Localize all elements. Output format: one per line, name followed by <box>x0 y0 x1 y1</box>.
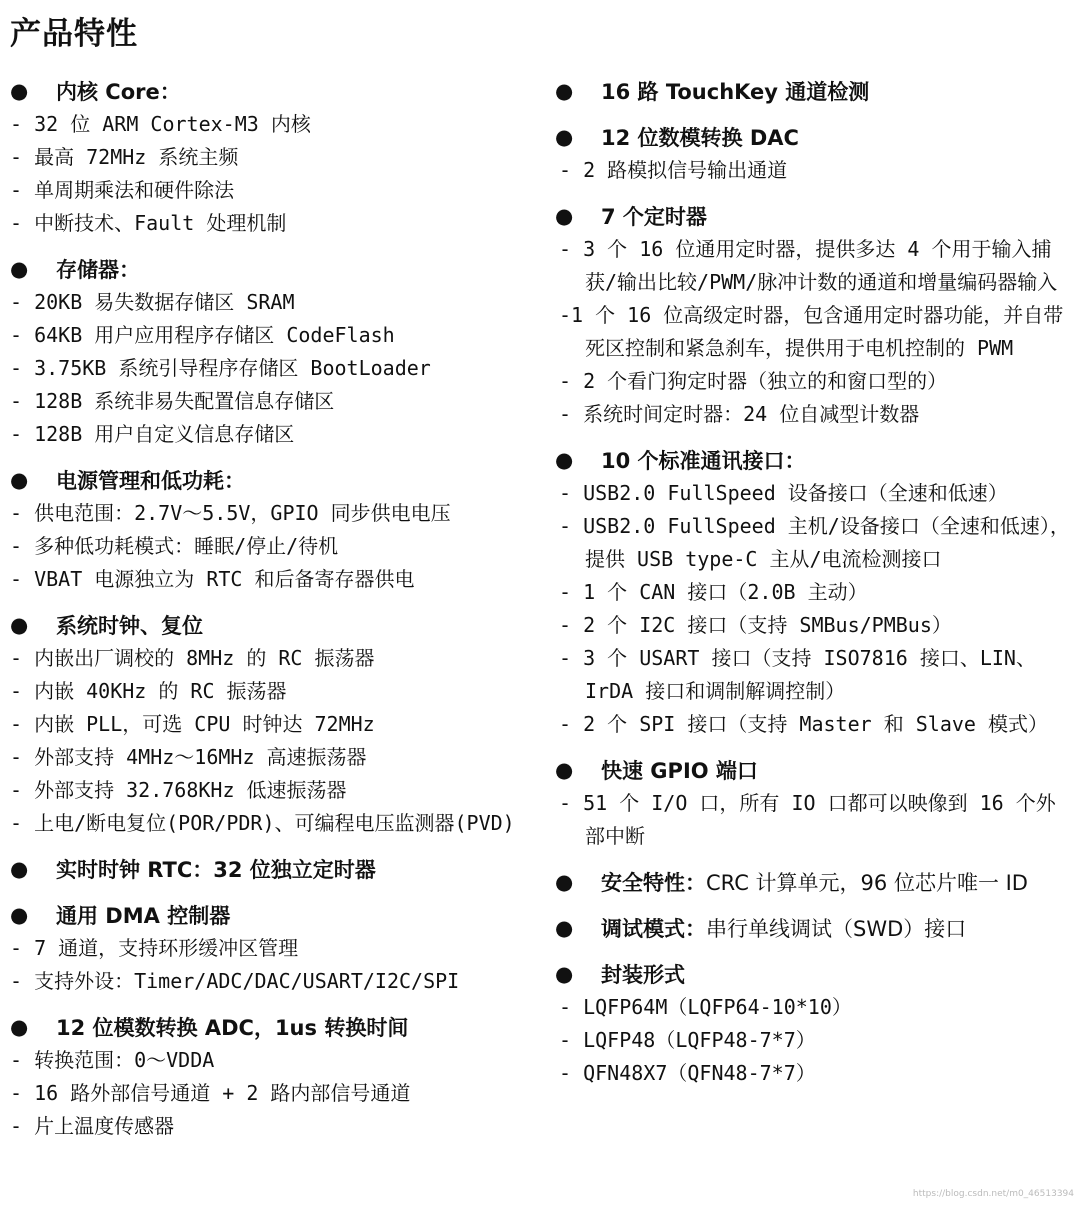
section-title: 12 位模数转换 ADC，1us 转换时间 <box>56 1016 409 1040</box>
section-heading <box>10 852 530 886</box>
feature-item: - 51 个 I/O 口，所有 IO 口都可以映像到 16 个外部中断 <box>559 791 1056 848</box>
feature-item: - 3.75KB 系统引导程序存储区 BootLoader <box>10 356 431 380</box>
section-title: 调试模式： <box>601 917 706 941</box>
feature-item: - USB2.0 FullSpeed 主机/设备接口（全速和低速），提供 USB type-C 主从/电流检测接口 <box>559 514 1070 571</box>
feature-item: - 3 个 16 位通用定时器，提供多达 4 个用于输入捕获/输出比较/PWM/脉冲计数的通道和增量编码器输入 <box>559 237 1058 294</box>
feature-item: - 1 个 CAN 接口（2.0B 主动） <box>559 580 868 604</box>
feature-item: - 内嵌 40KHz 的 RC 振荡器 <box>10 679 287 703</box>
section-heading <box>555 957 1070 991</box>
feature-item: - 内嵌 PLL，可选 CPU 时钟达 72MHz <box>10 712 375 736</box>
feature-item: - LQFP64M（LQFP64-10*10） <box>559 995 852 1019</box>
feature-item: - 7 通道，支持环形缓冲区管理 <box>10 936 299 960</box>
left-column <box>10 70 530 1143</box>
right-column <box>555 70 1070 1090</box>
bullet-icon: ● <box>10 468 29 492</box>
bullet-icon: ● <box>10 79 29 103</box>
bullet-icon: ● <box>555 870 574 894</box>
bullet-icon: ● <box>555 916 574 940</box>
feature-section <box>10 1010 530 1143</box>
section-heading <box>555 865 1070 899</box>
bullet-icon: ● <box>555 448 574 472</box>
feature-section <box>10 608 530 840</box>
feature-item: - 2 个看门狗定时器（独立的和窗口型的） <box>559 369 948 393</box>
section-title: 安全特性： <box>601 871 706 895</box>
bullet-icon: ● <box>10 613 29 637</box>
section-heading <box>10 463 530 497</box>
section-title: 电源管理和低功耗： <box>56 469 245 493</box>
section-title: 7 个定时器 <box>601 205 707 229</box>
feature-item: - 供电范围：2.7V～5.5V，GPIO 同步供电电压 <box>10 501 451 525</box>
section-heading <box>555 120 1070 154</box>
feature-item: - 32 位 ARM Cortex-M3 内核 <box>10 112 311 136</box>
section-heading <box>10 252 530 286</box>
feature-item: - 128B 系统非易失配置信息存储区 <box>10 389 335 413</box>
feature-item: - 128B 用户自定义信息存储区 <box>10 422 295 446</box>
section-heading <box>555 74 1070 108</box>
section-title: 10 个标准通讯接口： <box>601 449 806 473</box>
section-title: 实时时钟 RTC：32 位独立定时器 <box>56 858 376 882</box>
section-title: 16 路 TouchKey 通道检测 <box>601 80 870 104</box>
feature-section <box>10 852 530 886</box>
feature-item: - 16 路外部信号通道 + 2 路内部信号通道 <box>10 1081 411 1105</box>
section-title: 12 位数模转换 DAC <box>601 126 799 150</box>
feature-item: - USB2.0 FullSpeed 设备接口（全速和低速） <box>559 481 1008 505</box>
feature-item: - 中断技术、Fault 处理机制 <box>10 211 287 235</box>
feature-item: - 64KB 用户应用程序存储区 CodeFlash <box>10 323 395 347</box>
feature-item: - 最高 72MHz 系统主频 <box>10 145 239 169</box>
feature-section <box>555 199 1070 431</box>
section-description: 串行单线调试（SWD）接口 <box>706 917 967 941</box>
feature-item: -1 个 16 位高级定时器，包含通用定时器功能，并自带死区控制和紧急刹车，提供用于电机控制的 PWM <box>559 303 1064 360</box>
section-title: 存储器： <box>56 258 140 282</box>
watermark: https://blog.csdn.net/m0_46513394 <box>912 1189 1074 1199</box>
bullet-icon: ● <box>10 1015 29 1039</box>
bullet-icon: ● <box>10 903 29 927</box>
section-heading <box>555 199 1070 233</box>
section-title: 快速 GPIO 端口 <box>601 759 758 783</box>
feature-item: - 外部支持 32.768KHz 低速振荡器 <box>10 778 347 802</box>
bullet-icon: ● <box>555 125 574 149</box>
section-title: 系统时钟、复位 <box>56 614 203 638</box>
feature-section <box>10 252 530 451</box>
section-description: CRC 计算单元，96 位芯片唯一 ID <box>706 871 1028 895</box>
feature-section <box>555 911 1070 945</box>
section-heading <box>10 74 530 108</box>
bullet-icon: ● <box>555 204 574 228</box>
feature-item: - QFN48X7（QFN48-7*7） <box>559 1061 816 1085</box>
feature-item: - 内嵌出厂调校的 8MHz 的 RC 振荡器 <box>10 646 375 670</box>
feature-section <box>10 74 530 240</box>
feature-item: - 多种低功耗模式：睡眠/停止/待机 <box>10 534 339 558</box>
feature-section <box>555 753 1070 853</box>
feature-section <box>10 463 530 596</box>
feature-item: - 片上温度传感器 <box>10 1114 175 1138</box>
page-title: 产品特性 <box>10 16 138 52</box>
section-heading <box>10 1010 530 1044</box>
bullet-icon: ● <box>555 79 574 103</box>
feature-section <box>555 865 1070 899</box>
feature-item: - 系统时间定时器：24 位自减型计数器 <box>559 402 920 426</box>
feature-section <box>555 74 1070 108</box>
feature-item: - 转换范围：0～VDDA <box>10 1048 215 1072</box>
bullet-icon: ● <box>555 962 574 986</box>
section-heading <box>555 443 1070 477</box>
feature-item: - 外部支持 4MHz～16MHz 高速振荡器 <box>10 745 367 769</box>
bullet-icon: ● <box>10 857 29 881</box>
section-title: 封装形式 <box>601 963 685 987</box>
feature-item: - 2 个 I2C 接口（支持 SMBus/PMBus） <box>559 613 952 637</box>
section-heading <box>555 753 1070 787</box>
section-title: 通用 DMA 控制器 <box>56 904 231 928</box>
section-heading <box>10 608 530 642</box>
section-heading <box>555 911 1070 945</box>
feature-item: - 2 路模拟信号输出通道 <box>559 158 788 182</box>
feature-item: - 3 个 USART 接口（支持 ISO7816 接口、LIN、IrDA 接口和调制解调控制） <box>559 646 1036 703</box>
bullet-icon: ● <box>555 758 574 782</box>
section-heading <box>10 898 530 932</box>
feature-item: - 20KB 易失数据存储区 SRAM <box>10 290 295 314</box>
section-title: 内核 Core： <box>56 80 181 104</box>
feature-item: - 上电/断电复位(POR/PDR)、可编程电压监测器(PVD) <box>10 811 515 835</box>
feature-section <box>555 443 1070 741</box>
feature-section <box>555 957 1070 1090</box>
bullet-icon: ● <box>10 257 29 281</box>
feature-item: - VBAT 电源独立为 RTC 和后备寄存器供电 <box>10 567 415 591</box>
feature-section <box>555 120 1070 187</box>
feature-item: - 2 个 SPI 接口（支持 Master 和 Slave 模式） <box>559 712 1048 736</box>
feature-section <box>10 898 530 998</box>
feature-item: - LQFP48（LQFP48-7*7） <box>559 1028 816 1052</box>
feature-item: - 支持外设：Timer/ADC/DAC/USART/I2C/SPI <box>10 969 460 993</box>
feature-item: - 单周期乘法和硬件除法 <box>10 178 235 202</box>
